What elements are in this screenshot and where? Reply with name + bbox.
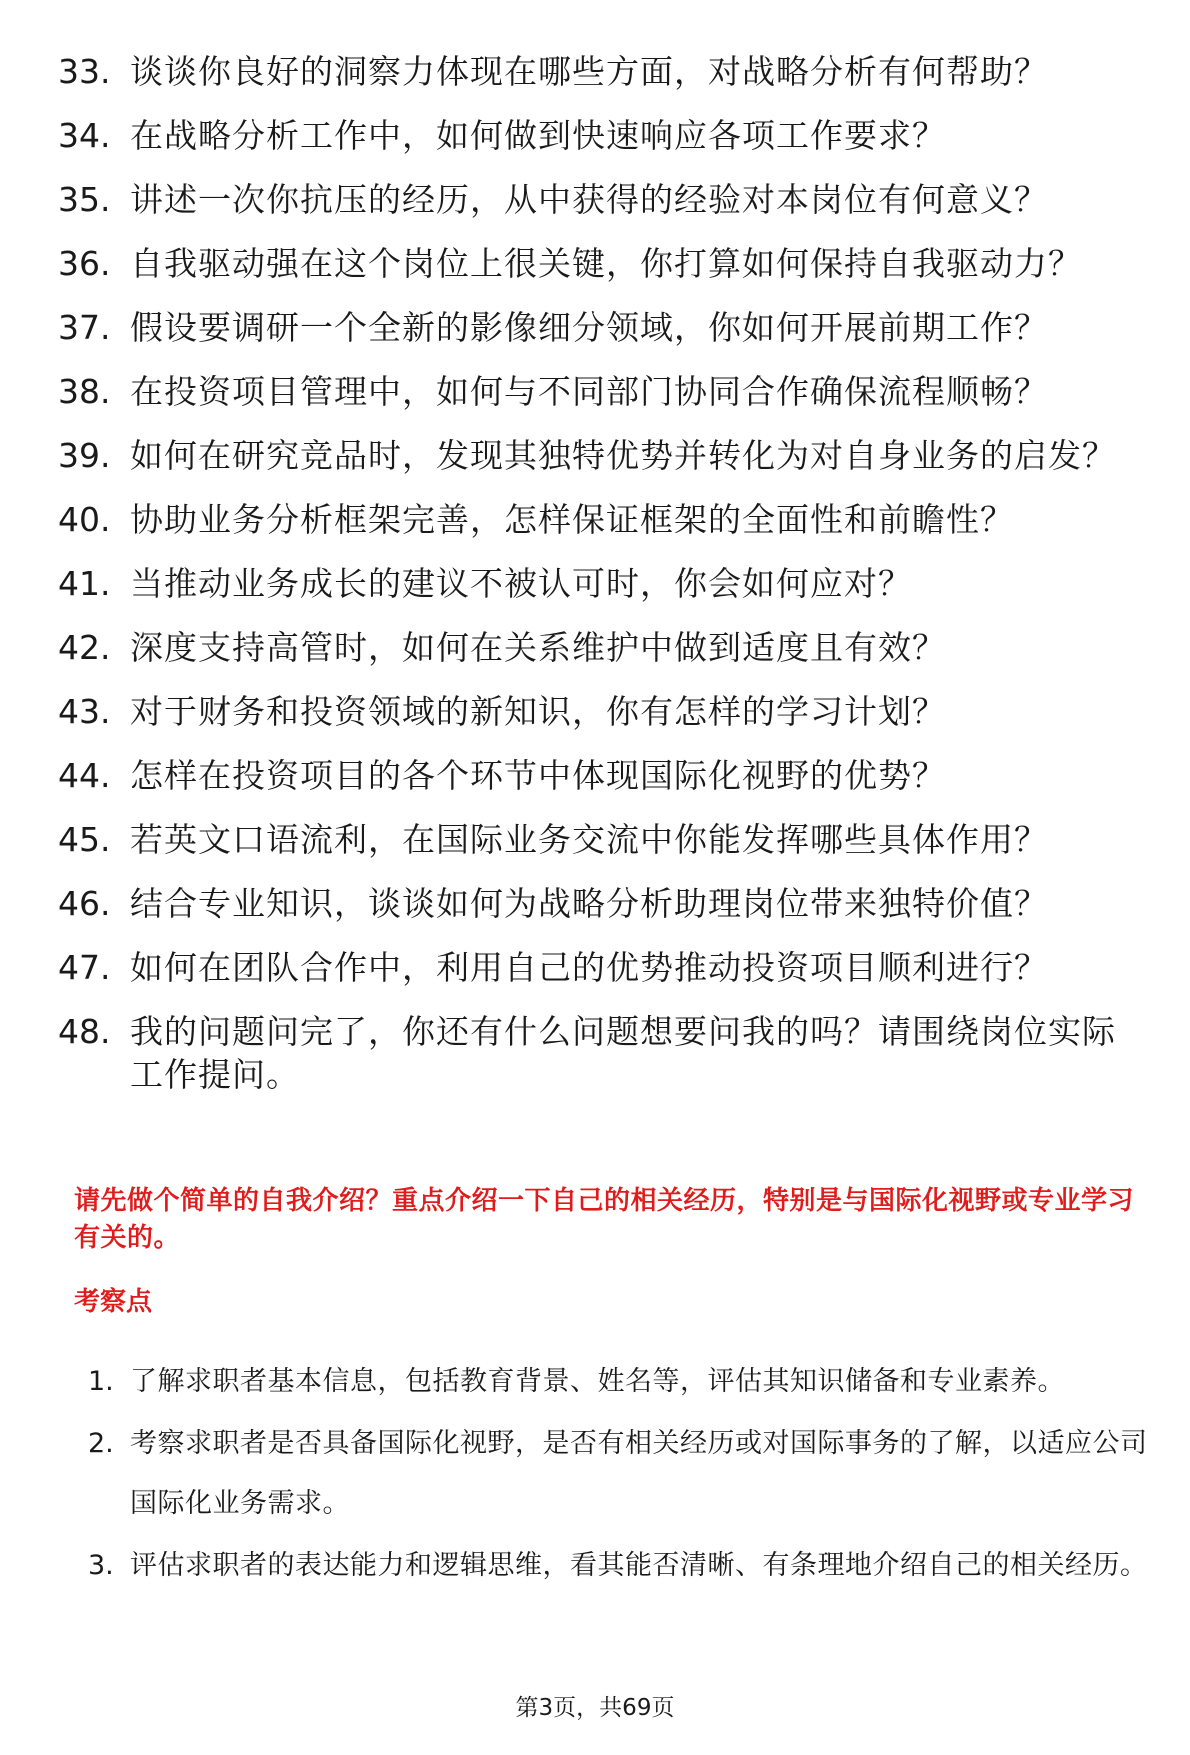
list-item (58, 626, 1148, 669)
question-list (58, 50, 1148, 1117)
item-number: 3. (88, 1550, 114, 1581)
item-text: 评估求职者的表达能力和逻辑思维，看其能否清晰、有条理地介绍自己的相关经历。 (130, 1550, 1148, 1581)
list-item (58, 306, 1148, 349)
list-item (88, 1352, 1158, 1412)
item-text: 怎样在投资项目的各个环节中体现国际化视野的优势？ (130, 756, 946, 795)
item-text: 结合专业知识，谈谈如何为战略分析助理岗位带来独特价值？ (130, 884, 1048, 923)
item-text: 如何在研究竞品时，发现其独特优势并转化为对自身业务的启发？ (130, 436, 1116, 475)
item-text: 协助业务分析框架完善，怎样保证框架的全面性和前瞻性？ (130, 500, 1014, 539)
item-text: 若英文口语流利，在国际业务交流中你能发挥哪些具体作用？ (130, 820, 1048, 859)
item-text: 讲述一次你抗压的经历，从中获得的经验对本岗位有何意义？ (130, 180, 1048, 219)
section-heading: 考察点 (74, 1287, 153, 1317)
item-text: 我的问题问完了，你还有什么问题想要问我的吗？请围绕岗位实际工作提问。 (130, 1012, 1116, 1094)
list-item (58, 818, 1148, 861)
list-item (88, 1414, 1158, 1534)
item-number: 48. (58, 1012, 111, 1051)
evaluation-points-list (88, 1352, 1158, 1598)
item-text: 假设要调研一个全新的影像细分领域，你如何开展前期工作？ (130, 308, 1048, 347)
item-text: 考察求职者是否具备国际化视野，是否有相关经历或对国际事务的了解，以适应公司国际化业务需求。 (130, 1428, 1148, 1519)
list-item (58, 498, 1148, 541)
item-text: 对于财务和投资领域的新知识，你有怎样的学习计划？ (130, 692, 946, 731)
page-footer: 第3页，共69页 (515, 1695, 675, 1721)
item-number: 40. (58, 500, 111, 539)
item-number: 37. (58, 308, 111, 347)
list-item (58, 690, 1148, 733)
item-number: 36. (58, 244, 111, 283)
list-item (88, 1536, 1158, 1596)
list-item (58, 114, 1148, 157)
item-number: 42. (58, 628, 111, 667)
list-item (58, 50, 1148, 93)
list-item (58, 242, 1148, 285)
list-item (58, 370, 1148, 413)
list-item (58, 178, 1148, 221)
list-item (58, 754, 1148, 797)
list-item (58, 1010, 1148, 1096)
item-text: 了解求职者基本信息，包括教育背景、姓名等，评估其知识储备和专业素养。 (130, 1366, 1065, 1397)
item-text: 自我驱动强在这个岗位上很关键，你打算如何保持自我驱动力？ (130, 244, 1082, 283)
item-number: 33. (58, 52, 111, 91)
list-item (58, 562, 1148, 605)
item-text: 深度支持高管时，如何在关系维护中做到适度且有效？ (130, 628, 946, 667)
item-text: 谈谈你良好的洞察力体现在哪些方面，对战略分析有何帮助？ (130, 52, 1048, 91)
item-text: 在战略分析工作中，如何做到快速响应各项工作要求？ (130, 116, 946, 155)
highlight-question: 请先做个简单的自我介绍？重点介绍一下自己的相关经历，特别是与国际化视野或专业学习有关的。 (74, 1186, 1135, 1253)
item-number: 45. (58, 820, 111, 859)
list-item (58, 434, 1148, 477)
item-text: 当推动业务成长的建议不被认可时，你会如何应对？ (130, 564, 912, 603)
item-number: 44. (58, 756, 111, 795)
item-number: 46. (58, 884, 111, 923)
item-number: 47. (58, 948, 111, 987)
item-text: 如何在团队合作中，利用自己的优势推动投资项目顺利进行？ (130, 948, 1048, 987)
item-number: 35. (58, 180, 111, 219)
item-number: 2. (88, 1428, 114, 1459)
list-item (58, 882, 1148, 925)
item-number: 34. (58, 116, 111, 155)
item-number: 38. (58, 372, 111, 411)
item-number: 39. (58, 436, 111, 475)
item-number: 43. (58, 692, 111, 731)
item-number: 1. (88, 1366, 114, 1397)
item-number: 41. (58, 564, 111, 603)
list-item (58, 946, 1148, 989)
item-text: 在投资项目管理中，如何与不同部门协同合作确保流程顺畅？ (130, 372, 1048, 411)
